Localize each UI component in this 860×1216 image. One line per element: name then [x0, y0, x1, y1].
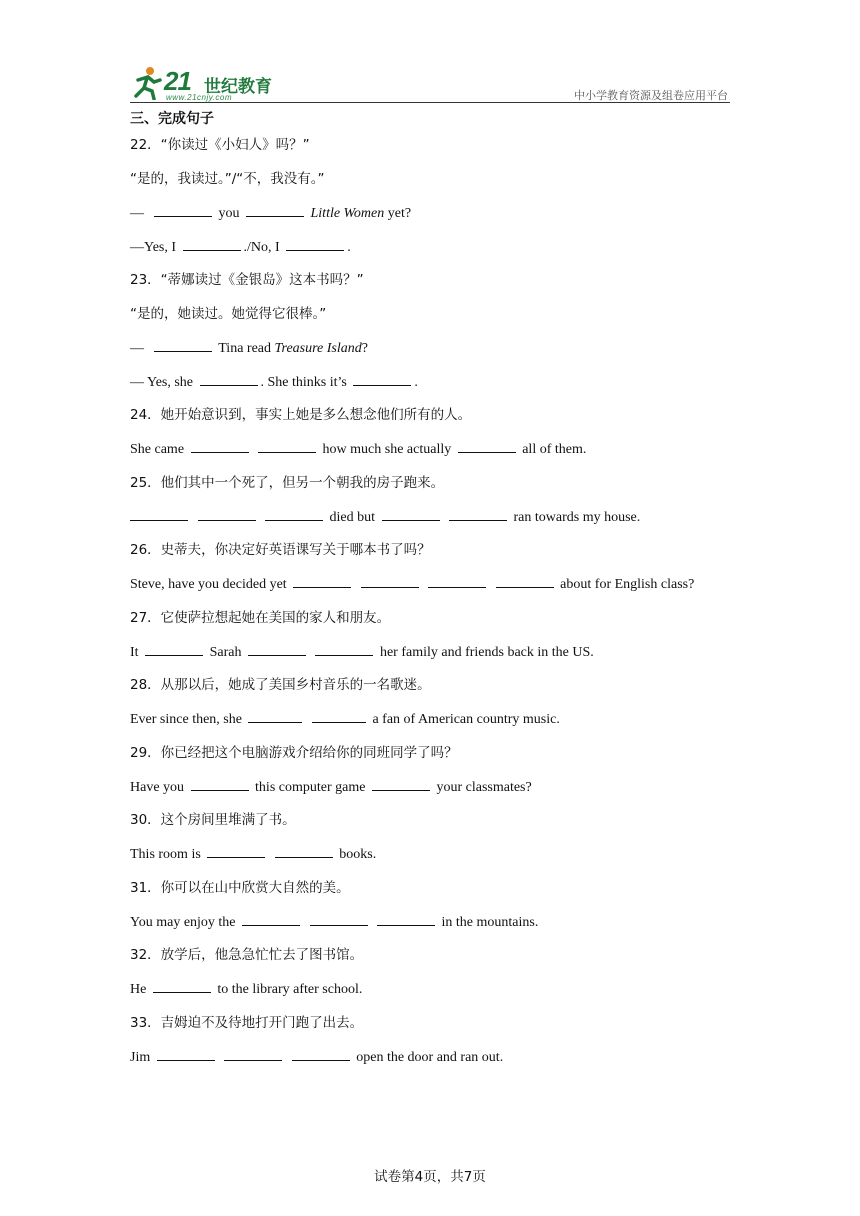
q22-dash: — [130, 206, 144, 221]
q30-answer-line [130, 845, 376, 864]
q28-text-end: a fan of American country music. [372, 712, 560, 727]
page-header [130, 60, 730, 104]
q25-text: died but [329, 510, 375, 525]
logo-url: www.21cnjy.com [166, 93, 232, 102]
q28-prompt: 28．从那以后，她成了美国乡村音乐的一名歌迷。 [130, 677, 431, 693]
q29-text: Have you [130, 780, 185, 795]
q23-prompt-answer: “是的，她读过。她觉得它很棒。” [130, 306, 327, 322]
answer-blank[interactable] [183, 238, 241, 251]
answer-blank[interactable] [154, 339, 212, 352]
q27-text-end: her family and friends back in the US. [379, 645, 594, 660]
q32-prompt: 32．放学后，他急急忙忙去了图书馆。 [130, 947, 364, 963]
q23-title: Treasure Island [274, 341, 362, 356]
q29-prompt: 29．你已经把这个电脑游戏介绍给你的同班同学了吗？ [130, 745, 458, 761]
runner-icon [130, 66, 164, 100]
q23-answer-line [130, 373, 418, 392]
logo-number: 21 [164, 66, 191, 96]
q33-prompt: 33．吉姆迫不及待地打开门跑了出去。 [130, 1015, 364, 1031]
answer-blank[interactable] [258, 440, 316, 453]
q23-prompt: 23．“蒂娜读过《金银岛》这本书吗？” [130, 272, 364, 288]
q22-question-line [130, 204, 411, 223]
answer-blank[interactable] [449, 508, 507, 521]
answer-blank[interactable] [198, 508, 256, 521]
answer-blank[interactable] [372, 778, 430, 791]
q31-answer-line [130, 913, 538, 932]
q27-prompt: 27．它使萨拉想起她在美国的家人和朋友。 [130, 610, 391, 626]
q22-prompt-answer: “是的，我读过。”/“不，我没有。” [130, 171, 325, 187]
q33-text: Jim [130, 1050, 151, 1065]
answer-blank[interactable] [153, 980, 211, 993]
answer-blank[interactable] [145, 643, 203, 656]
q22-prompt: 22．“你读过《小妇人》吗？” [130, 137, 310, 153]
q25-text-end: ran towards my house. [513, 510, 641, 525]
answer-blank[interactable] [242, 913, 300, 926]
logo-name: 世纪教育 [204, 77, 272, 97]
answer-blank[interactable] [275, 845, 333, 858]
answer-blank[interactable] [248, 643, 306, 656]
q28-answer-line [130, 710, 560, 729]
q23-dash: — [130, 341, 144, 356]
q30-text-end: books. [339, 847, 377, 862]
q22-answer-line [130, 238, 351, 257]
answer-blank[interactable] [428, 575, 486, 588]
q27-answer-line [130, 643, 594, 662]
q24-prompt: 24．她开始意识到，事实上她是多么想念他们所有的人。 [130, 407, 472, 423]
answer-blank[interactable] [377, 913, 435, 926]
header-divider [130, 102, 730, 103]
answer-blank[interactable] [248, 710, 302, 723]
answer-blank[interactable] [293, 575, 351, 588]
answer-blank[interactable] [265, 508, 323, 521]
section-title: 三、完成句子 [130, 111, 214, 127]
q25-answer-line [130, 508, 640, 527]
answer-blank[interactable] [157, 1048, 215, 1061]
answer-blank[interactable] [246, 204, 304, 217]
answer-blank[interactable] [353, 373, 411, 386]
q24-text-mid: how much she actually [322, 442, 452, 457]
q30-prompt: 30．这个房间里堆满了书。 [130, 812, 296, 828]
q23-text: Tina read [218, 341, 272, 356]
answer-blank[interactable] [207, 845, 265, 858]
q23-yes: — Yes, she [130, 375, 194, 390]
q23-text-end: ? [361, 341, 368, 356]
q31-prompt: 31．你可以在山中欣赏大自然的美。 [130, 880, 350, 896]
q22-title: Little Women [310, 206, 385, 221]
answer-blank[interactable] [312, 710, 366, 723]
q27-text: It [130, 645, 139, 660]
q24-text: She came [130, 442, 185, 457]
q33-answer-line [130, 1048, 503, 1067]
answer-blank[interactable] [361, 575, 419, 588]
answer-blank[interactable] [310, 913, 368, 926]
q24-answer-line [130, 440, 586, 459]
answer-blank[interactable] [315, 643, 373, 656]
q32-text-end: to the library after school. [217, 982, 363, 997]
answer-blank[interactable] [496, 575, 554, 588]
q26-text-end: about for English class? [560, 577, 695, 592]
answer-blank[interactable] [200, 373, 258, 386]
q26-text: Steve, have you decided yet [130, 577, 287, 592]
q24-text-end: all of them. [522, 442, 587, 457]
q27-text-mid: Sarah [209, 645, 242, 660]
answer-blank[interactable] [382, 508, 440, 521]
q22-text: you [218, 206, 240, 221]
platform-label: 中小学教育资源及组卷应用平台 [574, 89, 728, 102]
answer-blank[interactable] [292, 1048, 350, 1061]
q26-prompt: 26．史蒂夫，你决定好英语课写关于哪本书了吗？ [130, 542, 431, 558]
answer-blank[interactable] [224, 1048, 282, 1061]
q22-yes: —Yes, I [130, 240, 177, 255]
q22-no: ./No, I [243, 240, 280, 255]
q26-answer-line [130, 575, 694, 594]
q28-text: Ever since then, she [130, 712, 242, 727]
q30-text: This room is [130, 847, 201, 862]
q32-answer-line [130, 980, 362, 999]
q25-prompt: 25．他们其中一个死了，但另一个朝我的房子跑来。 [130, 475, 445, 491]
q32-text: He [130, 982, 147, 997]
answer-blank[interactable] [191, 778, 249, 791]
q22-period: . [347, 240, 351, 255]
page-footer: 试卷第4页，共7页 [374, 1169, 486, 1185]
q22-text-end: yet? [387, 206, 412, 221]
q29-text-end: your classmates? [436, 780, 532, 795]
q33-text-end: open the door and ran out. [356, 1050, 504, 1065]
q23-thinks: . She thinks it’s [260, 375, 347, 390]
answer-blank[interactable] [130, 508, 188, 521]
brand-logo [130, 64, 280, 104]
answer-blank[interactable] [191, 440, 249, 453]
q29-answer-line [130, 778, 532, 797]
q29-text-mid: this computer game [255, 780, 366, 795]
answer-blank[interactable] [286, 238, 344, 251]
q23-question-line [130, 339, 368, 358]
answer-blank[interactable] [154, 204, 212, 217]
q31-text-end: in the mountains. [441, 915, 539, 930]
answer-blank[interactable] [458, 440, 516, 453]
q31-text: You may enjoy the [130, 915, 236, 930]
q23-period: . [414, 375, 418, 390]
